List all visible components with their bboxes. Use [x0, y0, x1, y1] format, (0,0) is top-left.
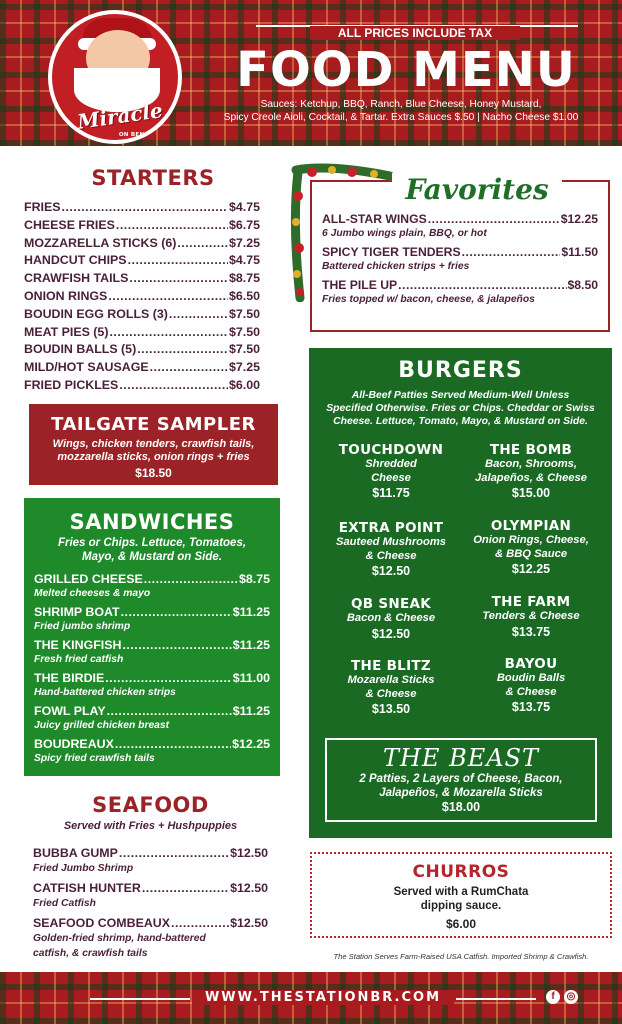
leader-dots — [105, 671, 232, 685]
item-price: $6.75 — [228, 217, 260, 232]
burger-price: $12.25 — [511, 562, 551, 576]
item-price: $11.50 — [561, 245, 598, 259]
burgers-sub-line-1: All-Beef Patties Served Medium-Well Unless — [351, 390, 570, 401]
burgers-subtitle — [319, 389, 602, 428]
instagram-icon[interactable]: ◎ — [564, 990, 578, 1004]
item-price: $11.25 — [232, 638, 270, 652]
menu-item — [24, 307, 260, 325]
item-price: $12.50 — [230, 846, 268, 860]
seafood-section — [33, 793, 268, 966]
item-desc: Fresh fried catfish — [34, 654, 124, 665]
burger-name: THE BOMB — [489, 442, 573, 458]
menu-item — [34, 638, 270, 671]
seafood-list — [33, 846, 268, 960]
footer-divider-left — [90, 998, 190, 1000]
burger-desc-2: & Cheese — [505, 685, 557, 698]
website-link[interactable]: WWW.THESTATIONBR.COM — [192, 990, 454, 1005]
item-name: FRIES — [24, 200, 61, 214]
burger-price: $15.00 — [511, 486, 551, 500]
burger-desc-1: Boudin Balls — [496, 672, 566, 684]
item-price: $7.50 — [228, 324, 260, 339]
item-price: $11.25 — [232, 704, 270, 718]
burger-desc-1: Shredded — [365, 458, 417, 470]
item-desc: 6 Jumbo wings plain, BBQ, or hot — [322, 228, 487, 239]
burgers-section — [309, 348, 612, 838]
churros-desc-line-2: dipping sauce. — [420, 900, 502, 912]
item-name: CHEESE FRIES — [24, 217, 115, 232]
leader-dots — [128, 253, 228, 267]
item-price: $8.75 — [238, 572, 270, 586]
tailgate-sampler-box — [29, 404, 278, 485]
item-name: BUBBA GUMP — [33, 846, 118, 860]
leader-dots — [62, 200, 228, 214]
burger-name: EXTRA POINT — [338, 520, 444, 536]
item-price: $8.50 — [567, 278, 598, 292]
leader-dots — [398, 278, 566, 292]
leader-dots — [137, 342, 228, 356]
item-desc: Fried Catfish — [33, 898, 96, 909]
item-price: $7.25 — [228, 360, 260, 375]
item-name: THE PILE UP — [322, 278, 398, 292]
sauces-line-2: Spicy Creole Aioli, Cocktail, & Tartar. Extra Sauces $.50 | Nacho Cheese $1.00 — [223, 112, 579, 123]
burger-desc-2: Jalapeños, & Cheese — [475, 471, 587, 484]
starters-title: STARTERS — [91, 166, 215, 190]
item-price: $12.50 — [230, 881, 268, 895]
holly-garland-icon — [290, 162, 394, 302]
item-name: CRAWFISH TAILS — [24, 271, 129, 286]
burgers-sub-line-3: Cheese. Lettuce, Tomato, Mayo, & Mustard on Side. — [333, 416, 588, 427]
tailgate-title: TAILGATE SAMPLER — [51, 414, 256, 435]
burger-desc-2: & Cheese — [365, 549, 417, 562]
burger-item — [321, 442, 461, 500]
menu-item — [24, 342, 260, 360]
item-price: $12.50 — [230, 916, 268, 930]
beast-desc — [327, 772, 595, 800]
item-name: ALL-STAR WINGS — [322, 212, 427, 226]
burger-desc-1: Bacon, Shrooms, — [484, 458, 577, 470]
footer-divider-right — [456, 998, 536, 1000]
menu-item — [24, 325, 260, 343]
menu-item — [34, 737, 270, 770]
sauces-line-1: Sauces: Ketchup, BBQ, Ranch, Blue Cheese, Honey Mustard, — [260, 99, 542, 110]
beast-desc-line-2: Jalapeños, & Mozarella Sticks — [379, 787, 543, 799]
sandwiches-list — [34, 572, 270, 770]
churros-desc-line-1: Served with a RumChata — [393, 886, 529, 898]
sandwiches-sub-line-1: Fries or Chips. Lettuce, Tomatoes, — [57, 537, 247, 549]
item-desc: Fries topped w/ bacon, cheese, & jalapeños — [322, 294, 535, 305]
menu-item — [33, 916, 268, 960]
menu-item — [33, 846, 268, 875]
churros-price: $6.00 — [445, 917, 477, 931]
burger-price: $13.50 — [371, 702, 411, 716]
item-name: HANDCUT CHIPS — [24, 253, 127, 268]
tax-note: ALL PRICES INCLUDE TAX — [310, 26, 520, 40]
burger-item — [461, 518, 601, 576]
sandwiches-subtitle — [34, 536, 270, 564]
leader-dots — [150, 360, 228, 374]
logo-sub-text: ON BENNINGTON — [118, 132, 176, 138]
item-name: THE BIRDIE — [34, 671, 105, 685]
beast-title: THE BEAST — [382, 744, 540, 772]
tailgate-desc-line-2: mozzarella sticks, onion rings + fries — [57, 451, 250, 463]
burger-desc-1: Mozarella Sticks — [347, 674, 435, 686]
item-price: $6.50 — [228, 288, 260, 303]
burgers-title: BURGERS — [398, 358, 523, 383]
item-price: $11.25 — [232, 605, 270, 619]
leader-dots — [116, 218, 228, 232]
item-name: ONION RINGS — [24, 288, 108, 303]
burger-item — [321, 658, 461, 716]
sandwiches-title: SANDWICHES — [69, 510, 235, 534]
seafood-subtitle: Served with Fries + Hushpuppies — [63, 820, 238, 832]
burgers-sub-line-2: Specified Otherwise. Fries or Chips. Cheddar or Swiss — [326, 403, 595, 414]
item-desc: Golden-fried shrimp, hand-battered — [33, 933, 206, 944]
item-name: THE KINGFISH — [34, 638, 122, 652]
burger-desc-2: & BBQ Sauce — [494, 547, 568, 560]
burger-desc-1: Sauteed Mushrooms — [335, 536, 447, 548]
leader-dots — [171, 916, 229, 930]
beast-desc-line-1: 2 Patties, 2 Layers of Cheese, Bacon, — [359, 773, 563, 785]
burger-name: THE FARM — [491, 594, 571, 610]
item-price: $8.75 — [228, 271, 260, 286]
beast-price: $18.00 — [441, 800, 481, 814]
logo-script-text: Miracle — [75, 98, 165, 134]
burger-item — [321, 520, 461, 578]
burger-item — [321, 596, 461, 641]
leader-dots — [119, 378, 228, 392]
item-desc: Fried jumbo shrimp — [34, 621, 131, 632]
burger-desc-1: Bacon & Cheese — [346, 612, 436, 624]
item-name: FOWL PLAY — [34, 704, 106, 718]
leader-dots — [115, 737, 231, 751]
menu-title: FOOD MENU — [236, 42, 576, 98]
menu-item — [33, 881, 268, 910]
burger-price: $11.75 — [372, 486, 410, 500]
tailgate-desc — [29, 438, 278, 464]
burger-name: TOUCHDOWN — [338, 442, 444, 458]
menu-item — [24, 360, 260, 378]
item-price: $12.25 — [232, 737, 270, 751]
starters-section — [24, 166, 260, 396]
menu-item — [24, 289, 260, 307]
sourcing-footnote: The Station Serves Farm-Raised USA Catfish. Imported Shrimp & Crawfish. — [333, 952, 589, 961]
the-beast-box — [325, 738, 597, 822]
item-name: SPICY TIGER TENDERS — [322, 245, 461, 259]
item-price: $7.50 — [228, 342, 260, 357]
menu-item — [24, 253, 260, 271]
item-name: FRIED PICKLES — [24, 377, 119, 392]
churros-box — [310, 852, 612, 938]
leader-dots — [122, 638, 231, 652]
favorites-title: Favorites — [392, 173, 562, 207]
sandwiches-sub-line-2: Mayo, & Mustard on Side. — [82, 551, 222, 563]
sauces-note — [196, 98, 606, 124]
burger-desc-1: Onion Rings, Cheese, — [473, 534, 589, 546]
item-price: $7.25 — [228, 235, 260, 250]
churros-title: CHURROS — [412, 862, 510, 882]
tailgate-price: $18.50 — [135, 466, 172, 480]
item-price: $4.75 — [228, 200, 260, 214]
churros-desc — [312, 885, 610, 913]
leader-dots — [109, 325, 228, 339]
item-desc: Juicy grilled chicken breast — [34, 720, 170, 731]
leader-dots — [142, 881, 229, 895]
facebook-icon[interactable]: f — [546, 990, 560, 1004]
burger-price: $13.75 — [511, 700, 551, 714]
item-name: BOUDIN EGG ROLLS (3) — [24, 306, 168, 321]
item-desc: Melted cheeses & mayo — [34, 588, 151, 599]
item-desc: Spicy fried crawfish tails — [34, 753, 155, 764]
burger-item — [461, 656, 601, 714]
starters-list — [24, 200, 260, 396]
burger-name: BAYOU — [504, 656, 558, 672]
leader-dots — [129, 271, 228, 285]
leader-dots — [119, 846, 229, 860]
item-price: $4.75 — [228, 253, 260, 268]
menu-item — [24, 378, 260, 396]
burger-price: $12.50 — [371, 626, 411, 641]
header-banner — [0, 0, 622, 146]
burger-desc-2: Cheese — [371, 471, 411, 484]
item-name: BOUDREAUX — [34, 737, 114, 751]
leader-dots — [121, 605, 232, 619]
menu-item — [24, 271, 260, 289]
tailgate-desc-line-1: Wings, chicken tenders, crawfish tails, — [52, 438, 255, 450]
item-name: BOUDIN BALLS (5) — [24, 342, 137, 357]
menu-item — [24, 200, 260, 218]
burger-item — [461, 594, 601, 639]
item-desc-line-2: catfish, & crawfish tails — [33, 948, 148, 959]
item-name: MOZZARELLA STICKS (6) — [24, 235, 177, 250]
leader-dots — [177, 236, 228, 250]
item-price: $11.00 — [232, 671, 270, 685]
item-desc: Hand-battered chicken strips — [34, 687, 176, 698]
burger-name: OLYMPIAN — [490, 518, 572, 534]
item-desc: Fried Jumbo Shrimp — [33, 863, 134, 874]
burger-item — [461, 442, 601, 500]
sandwiches-section — [24, 498, 280, 776]
burger-price: $13.75 — [511, 624, 551, 639]
item-price: $12.25 — [560, 212, 598, 226]
item-desc: Battered chicken strips + fries — [322, 261, 470, 272]
burger-name: QB SNEAK — [350, 596, 432, 612]
leader-dots — [107, 704, 232, 718]
item-price: $7.50 — [228, 306, 260, 321]
leader-dots — [462, 245, 561, 259]
menu-item — [34, 704, 270, 737]
item-name: MILD/HOT SAUSAGE — [24, 360, 149, 375]
burger-price: $12.50 — [371, 564, 411, 578]
menu-item — [24, 236, 260, 254]
leader-dots — [144, 572, 238, 586]
miracle-on-bennington-logo — [48, 10, 182, 144]
item-name: SHRIMP BOAT — [34, 605, 120, 619]
burger-desc-1: Tenders & Cheese — [482, 610, 580, 622]
leader-dots — [428, 212, 560, 226]
menu-item — [34, 572, 270, 605]
menu-item — [24, 218, 260, 236]
item-name: CATFISH HUNTER — [33, 881, 141, 895]
item-price: $6.00 — [228, 377, 260, 392]
menu-item — [34, 605, 270, 638]
item-name: MEAT PIES (5) — [24, 324, 109, 339]
seafood-title: SEAFOOD — [92, 793, 209, 817]
item-name: GRILLED CHEESE — [34, 572, 143, 586]
leader-dots — [169, 307, 228, 321]
item-name: SEAFOOD COMBEAUX — [33, 916, 170, 930]
menu-item — [34, 671, 270, 704]
burger-desc-2: & Cheese — [365, 687, 417, 700]
leader-dots — [108, 289, 228, 303]
burger-name: THE BLITZ — [350, 658, 432, 674]
